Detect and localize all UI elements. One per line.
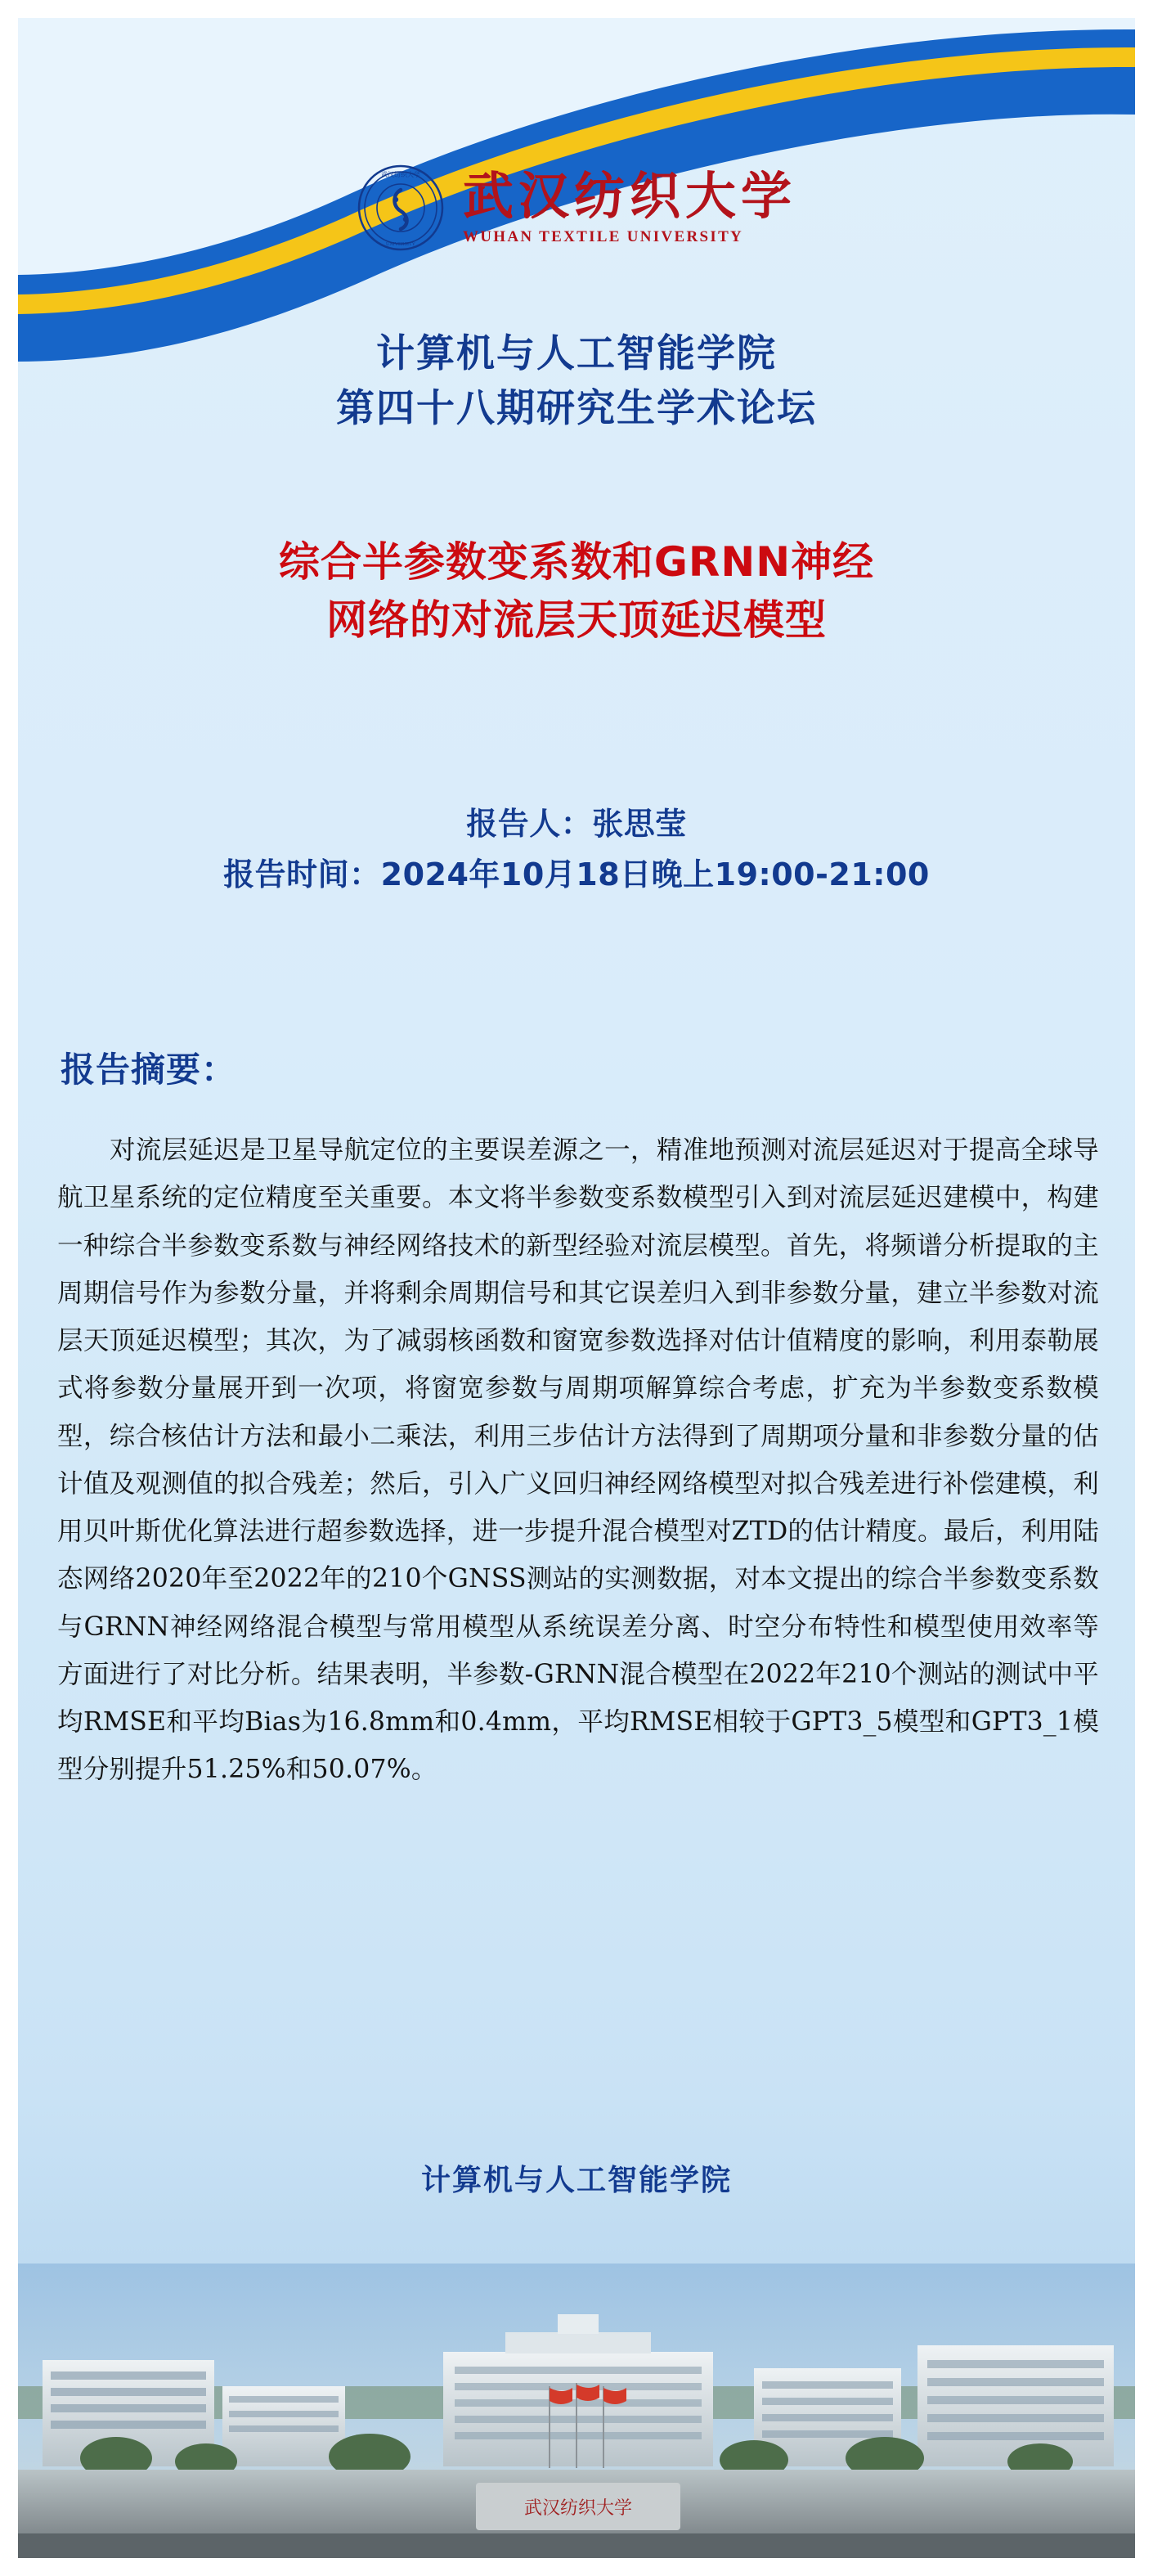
svg-text:武汉纺织大学: 武汉纺织大学 <box>523 2498 633 2519</box>
speaker-block <box>18 799 1135 900</box>
footer-organizer: 计算机与人工智能学院 <box>420 2164 732 2197</box>
speaker-time-line: 报告时间：2024年10月18日晚上19:00-21:00 <box>223 856 930 892</box>
abstract-heading: 报告摘要： <box>61 1050 237 1090</box>
talk-title-block <box>18 533 1135 650</box>
university-logo-row <box>18 164 1135 252</box>
organizer-line-1: 计算机与人工智能学院 <box>376 331 777 376</box>
talk-title-line-2: 网络的对流层天顶延迟模型 <box>326 596 827 644</box>
campus-photo <box>18 2264 1135 2558</box>
svg-text:UNIVERSITY: UNIVERSITY <box>385 242 415 247</box>
svg-text:武汉纺织大学: 武汉纺织大学 <box>380 171 420 178</box>
university-name-en: WUHAN TEXTILE UNIVERSITY <box>462 228 744 246</box>
talk-title-line-1: 综合半参数变系数和GRNN神经 <box>278 538 875 586</box>
abstract-body: 对流层延迟是卫星导航定位的主要误差源之一，精准地预测对流层延迟对于提高全球导航卫星系统的定位精度至关重要。本文将半参数变系数模型引入到对流层延迟建模中，构建一种综合半参数变系数与神经网络技术的新型经验对流层模型。首先，将频谱分析提取的主周期信号作为参数分量，并将剩余周期信号和其它误差归入到非参数分量，建立半参数对流层天顶延迟模型；其次，为了减弱核函数和窗宽参数选择对估计值精度的影响，利用泰勒展式将参数分量展开到一次项，将窗宽参数与周期项解算综合考虑，扩充为半参数变系数模型，综合核估计方法和最小二乘法，利用三步估计方法得到了周期项分量和非参数分量的估计值及观测值的拟合残差；然后，引入广义回归神经网络模型对拟合残差进行补偿建模，利用贝叶斯优化算法进行超参数选择，进一步提升混合模型对ZTD的估计精度。最后，利用陆态网络2020年至2022年的210个GNSS测站的实测数据，对本文提出的综合半参数变系数与GRNN神经网络混合模型与常用模型从系统误差分离、时空分布特性和模型使用效率等方面进行了对比分析。结果表明，半参数-GRNN混合模型在2022年210个测站的测试中平均RMSE和平均Bias为16.8mm和0.4mm，平均RMSE相较于GPT3_5模型和GPT3_1模型分别提升51.25%和50.07%。 <box>57 1135 1099 1785</box>
university-wordmark <box>462 165 796 246</box>
university-name-cn: 武汉纺织大学 <box>462 165 796 226</box>
university-seal-icon <box>357 164 445 252</box>
speaker-name-line: 报告人：张思莹 <box>466 806 687 842</box>
organizer-block <box>18 327 1135 436</box>
organizer-line-2: 第四十八期研究生学术论坛 <box>336 385 817 431</box>
campus-illustration-icon <box>18 2264 1135 2558</box>
poster-frame <box>18 18 1135 2558</box>
